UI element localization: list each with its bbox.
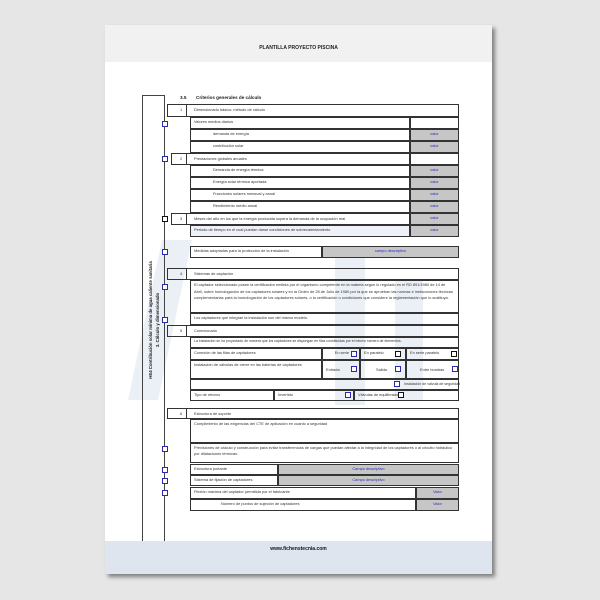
row-2-label: Prestaciones globales anuales [194, 156, 247, 161]
energia-solar-value[interactable]: valor [410, 177, 459, 189]
demanda-termica-cell [190, 165, 410, 177]
row-5-label: Conexionado [194, 328, 217, 333]
rendimiento-label: Rendimiento medio anual [213, 203, 258, 208]
conexion-filas-label: Conexión de las filas de captadores [194, 350, 256, 355]
checkbox-sistema-fijacion[interactable] [162, 478, 168, 484]
row-3-number: 3 [180, 216, 183, 221]
checkbox-entre-bombas[interactable] [452, 366, 458, 372]
periodo-value[interactable]: valor [410, 225, 459, 237]
contribucion-solar-value[interactable]: valor [410, 141, 459, 153]
sidebar-subtitle: 3. Cálculo y dimensionado [154, 292, 160, 347]
salida-label: Salida [376, 367, 387, 372]
row-1-number: 1 [180, 107, 183, 112]
row-2-number: 2 [180, 156, 183, 161]
footer-url: www.fichenstecnia.com [270, 546, 327, 552]
rendimiento-cell [190, 201, 410, 213]
checkbox-valvulas-equilibrado[interactable] [398, 392, 404, 398]
row-1-label: Dimensionado básico: método de cálculo [194, 107, 265, 112]
valores-medios-cell [190, 117, 410, 129]
captador-text: El captador seleccionado posee la certificación emitida por el organismo competente en la materia según lo regulado en el RD 891/1980 de 14 de Abril, sobre homologación de los captadores solares y en la Orden de 28 de Julio de 1980 por la que se aprueban las normas e instrucciones técnicas complementarias para la homologación de los captadores solares, o la certificación o condiciones que considere la reglamentación que lo sustituya. [194, 282, 453, 300]
energia-solar-cell [190, 177, 410, 189]
mismo-modelo-label: Los captadores que integran la instalación son del mismo modelo. [194, 315, 308, 320]
checkbox-valvula-seguridad[interactable] [394, 381, 400, 387]
flexion-label: Flexión máxima del captador permitida por el fabricante [194, 489, 290, 494]
page-header [105, 25, 492, 62]
row-6-label: Estructura de soporte [194, 411, 232, 416]
valvulas-equilibrado-label: Válvulas de equilibrado [358, 392, 399, 397]
empty-cell [410, 117, 459, 129]
puntos-sujecion-value[interactable]: Valor [416, 499, 459, 511]
en-serie-paralelo-label: En serie paralelo [410, 350, 440, 355]
sistema-fijacion-campo[interactable]: Campo descriptivo [278, 475, 459, 486]
entrada-label: Entrada [326, 367, 340, 372]
divider [186, 104, 187, 117]
checkbox-invertido[interactable] [345, 392, 351, 398]
valvulas-cierre-label: Instalación de válvulas de cierre en las baterías de captadores [194, 362, 302, 367]
medidas-cell [190, 246, 322, 258]
contribucion-solar-label: contribución solar [213, 143, 244, 148]
medidas-campo[interactable]: campo descriptivo [322, 246, 459, 258]
fracciones-label: Fracciones solares mensual y anual [213, 191, 276, 196]
checkbox-mismo-modelo[interactable] [162, 317, 168, 323]
checkbox-row-3[interactable] [162, 216, 168, 222]
mismo-modelo-cell [190, 313, 459, 325]
checkbox-previsiones[interactable] [162, 446, 168, 452]
section-title: Criterios generales de cálculo [196, 95, 262, 100]
valvulas-equilibrado-cell [354, 390, 459, 401]
divider [186, 153, 187, 165]
previsiones-label: Previsiones de cálculo y construcción para evitar transferencias de cargas que puedan afectar a la integridad de los captadores o al circuito hidráulico por dilataciones térmicas. [194, 445, 453, 456]
demanda-energia-cell [190, 129, 410, 141]
estructura-portante-label: Estructura portante [194, 466, 228, 471]
sidebar-title: HE4 Contribución solar mínima de agua caliente sanitaria [147, 260, 153, 379]
sistema-fijacion-label: Sistema de fijación de captadores [194, 477, 253, 482]
demanda-termica-label: Demanda de energía térmica [213, 167, 264, 172]
flexion-value[interactable]: Valor [416, 487, 459, 499]
page-footer [105, 541, 492, 574]
checkbox-row-2[interactable] [162, 156, 168, 162]
demanda-energia-label: demanda de energía [213, 131, 249, 136]
periodo-cell [190, 225, 410, 237]
filas-text: La instalación se ha proyectado de manera que los captadores se dispongan en filas constituidas por el mismo número de elementos. [194, 339, 402, 343]
contribucion-solar-cell [190, 141, 410, 153]
demanda-termica-value[interactable]: valor [410, 165, 459, 177]
entre-bombas-label: Entre bombas [420, 367, 445, 372]
checkbox-entrada[interactable] [351, 366, 357, 372]
checkbox-certificacion[interactable] [162, 284, 168, 290]
en-paralelo-label: En paralelo [364, 350, 384, 355]
sidebar-text [147, 261, 161, 378]
checkbox-valores-medios[interactable] [162, 121, 168, 127]
checkbox-medidas[interactable] [162, 249, 168, 255]
checkbox-estructura-portante[interactable] [162, 467, 168, 473]
tipo-retorno-label: Tipo de retorno [194, 392, 221, 397]
tipo-retorno-cell [190, 390, 274, 401]
conexion-filas-cell [190, 348, 322, 360]
row-5-number: 5 [180, 328, 183, 333]
valvula-seguridad-label: Instalación de válvula de seguridad [404, 382, 461, 386]
medidas-label: Medidas adoptadas para la protección de la instalación [194, 248, 289, 253]
page-title: PLANTILLA PROYECTO PISCINA [259, 45, 338, 51]
divider [186, 213, 187, 225]
estructura-portante-campo[interactable]: Campo descriptivo [278, 464, 459, 475]
divider [186, 268, 187, 280]
divider [186, 408, 187, 419]
checkbox-en-serie[interactable] [351, 351, 357, 357]
valvulas-cierre-cell [190, 360, 322, 379]
filas-text-cell [190, 337, 459, 348]
empty-cell [410, 153, 459, 165]
checkbox-salida[interactable] [395, 366, 401, 372]
checkbox-en-serie-paralelo[interactable] [451, 351, 457, 357]
divider [186, 325, 187, 337]
cumplimiento-cell [190, 419, 459, 443]
puntos-sujecion-cell [190, 499, 416, 511]
fracciones-cell [190, 189, 410, 201]
row-4-label: Sistemas de captación [194, 271, 234, 276]
row-3-label: Meses del año en los que la energía producida supera la demanda de la ocupación real [194, 216, 346, 221]
cumplimiento-label: Cumplimiento de las exigencias del CTE de aplicación en cuanto a seguridad [194, 421, 328, 426]
sistema-fijacion-cell [190, 475, 278, 486]
invertido-label: Invertido [278, 392, 293, 397]
periodo-label: Periodo de tiempo en el cual puedan darse condiciones de sobrecalentamiento [194, 227, 331, 232]
estructura-portante-cell [190, 464, 278, 475]
invertido-cell [274, 390, 354, 401]
checkbox-en-paralelo[interactable] [395, 351, 401, 357]
flexion-cell [190, 487, 416, 499]
energia-solar-label: Energía solar térmica aportada [213, 179, 267, 184]
meses-value[interactable]: valor [410, 213, 459, 225]
section-number: 3.5 [180, 95, 187, 100]
document-page [105, 25, 492, 574]
rendimiento-value[interactable]: valor [410, 201, 459, 213]
checkbox-flexion[interactable] [162, 490, 168, 496]
demanda-energia-value[interactable]: valor [410, 129, 459, 141]
previsiones-cell [190, 443, 459, 463]
puntos-sujecion-label: Número de puntos de sujeción de captadores [221, 501, 300, 506]
en-serie-label: En serie [334, 350, 349, 355]
fracciones-value[interactable]: valor [410, 189, 459, 201]
captador-text-cell [190, 280, 459, 313]
row-6-number: 6 [180, 411, 183, 416]
row-4-number: 4 [180, 271, 183, 276]
valores-medios-label: Valores medios diarios [194, 119, 234, 124]
